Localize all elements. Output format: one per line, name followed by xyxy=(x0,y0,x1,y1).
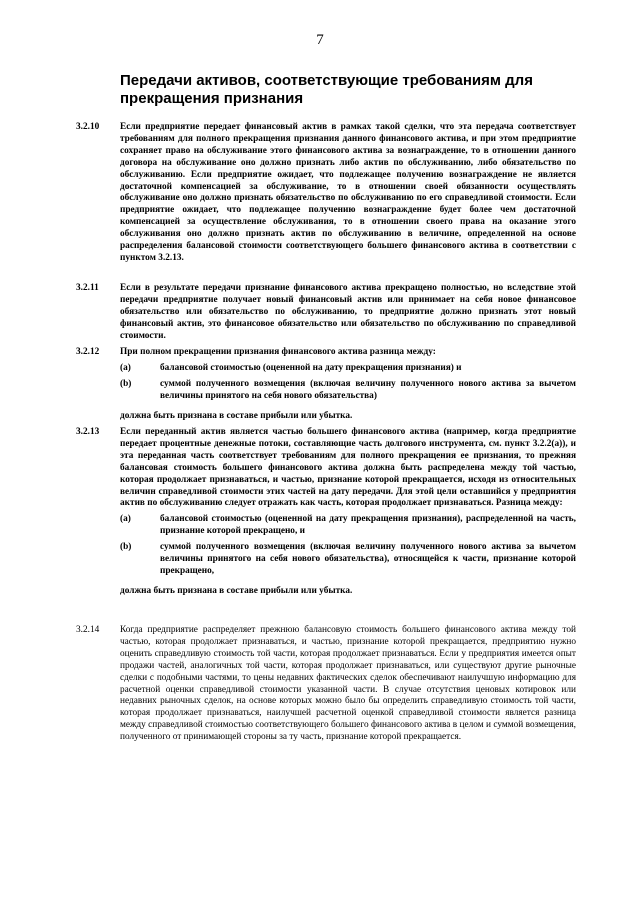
list-item xyxy=(120,542,576,578)
item-label: (b) xyxy=(120,378,132,389)
item-label: (b) xyxy=(120,542,132,553)
paragraph-number: 3.2.13 xyxy=(76,427,100,437)
item-text: суммой полученного возмещения (включая величину полученного нового актива за вычетом величины принятого на себя нового обязательства), относящейся к части, признание которой прекращено, xyxy=(160,542,576,576)
list-item xyxy=(120,363,576,375)
item-text: балансовой стоимостью (оцененной на дату прекращения признания) и xyxy=(160,362,462,373)
paragraph-text: Когда предприятие распределяет прежнюю балансовую стоимость большего финансового актива между той частью, которая продолжает признаваться, и частью, признание которой прекращается, предприятию нужно оценить справедливую стоимость той части, которая продолжает признаваться. Если у предприятия имеется опыт продажи частей, аналогичных той части, которая продолжает признаваться, или существуют другие рыночные сделки с подобными частями, то цены недавних фактических сделок обеспечивают наилучшую информацию для расчетной оценки справедливой стоимости указанной части. В случае отсутствия ценовых котировок или недавних рыночных сделок, на основе которых можно было бы определить справедливую стоимость той части, которая продолжает признаваться, наилучшей расчетной оценкой справедливой стоимости является разница между справедливой стоимостью соответствующего большего финансового актива в целом и суммой возмещения, полученного от принимающей стороны за ту часть, признание которой прекращается. xyxy=(120,625,576,743)
list-item xyxy=(120,514,576,538)
list-item xyxy=(120,379,576,403)
paragraph-tail: должна быть признана в составе прибыли или убытка. xyxy=(120,410,353,421)
item-label: (a) xyxy=(120,514,131,525)
paragraph-number: 3.2.10 xyxy=(76,122,100,132)
item-text: суммой полученного возмещения (включая величину полученного нового актива за вычетом величины принятого на себя нового обязательства) xyxy=(160,378,576,401)
paragraph-text: Если в результате передачи признание финансового актива прекращено полностью, но вследствие этой передачи предприятие получает новый финансовый актив или принимает на себя новое финансовое обязательство или обязательство по обслуживанию, то предприятие должно признать этот новый финансовый актив, это финансовое обязательство или обязательство по обслуживанию по справедливой стоимости. xyxy=(120,283,576,341)
paragraph-intro: Если переданный актив является частью большего финансового актива (например, когда предприятие передает процентные денежные потоки, составляющие часть долгового инструмента, см. пункт 3.2.2(a)), и эта переданная часть соответствует требованиям для полного прекращения ее признания, то прежняя балансовая стоимость большего финансового актива должна быть распределена между той частью, которая продолжает признаваться, и частью, признание которой прекращается, исходя из относительных величин справедливой стоимости этих частей на дату передачи. Для этой цели оставшийся у предприятия актив по обслуживанию следует отражать как часть, которая продолжает признаваться. Разница между: xyxy=(120,427,576,509)
paragraph-number: 3.2.11 xyxy=(76,283,99,293)
paragraph-3-2-13 xyxy=(76,427,576,598)
paragraph-number: 3.2.14 xyxy=(76,625,100,635)
item-label: (a) xyxy=(120,362,131,373)
paragraph-text: Если предприятие передает финансовый актив в рамках такой сделки, что эта передача соответствует требованиям для полного прекращения признания данного финансового актива, и при этом предприятие сохраняет право на обслуживание этого финансового актива за вознаграждение, то в отношении данного договора на обслуживание оно должно признать либо актив по обслуживанию, либо обязательство по обслуживанию. Если предприятие ожидает, что подлежащее получению вознаграждение не является достаточной компенсацией за обслуживание, то в отношении своей обязанности осуществлять обслуживание оно должно признать обязательство по обслуживанию по его справедливой стоимости. Если предприятие ожидает, что подлежащее получению вознаграждение будет более чем достаточной компенсацией за осуществление обслуживания, то в отношении своего права на оказание этого обслуживания оно должно признать актив по обслуживанию в величине, определенной на основе распределения балансовой стоимости соответствующего большего финансового актива в соответствии с пунктом 3.2.13. xyxy=(120,122,576,263)
paragraph-3-2-14 xyxy=(76,625,576,744)
paragraph-tail: должна быть признана в составе прибыли или убытка. xyxy=(120,585,353,596)
paragraph-3-2-12 xyxy=(76,347,576,423)
section-heading: Передачи активов, соответствующие требованиям для прекращения признания xyxy=(120,72,533,107)
item-text: балансовой стоимостью (оцененной на дату прекращения признания), распределенной на часть, признание которой прекращено, и xyxy=(160,514,576,537)
page-number: 7 xyxy=(316,32,324,48)
paragraph-intro: При полном прекращении признания финансового актива разница между: xyxy=(120,347,436,357)
paragraph-3-2-10 xyxy=(76,122,576,265)
paragraph-number: 3.2.12 xyxy=(76,347,100,357)
paragraph-3-2-11 xyxy=(76,283,576,343)
